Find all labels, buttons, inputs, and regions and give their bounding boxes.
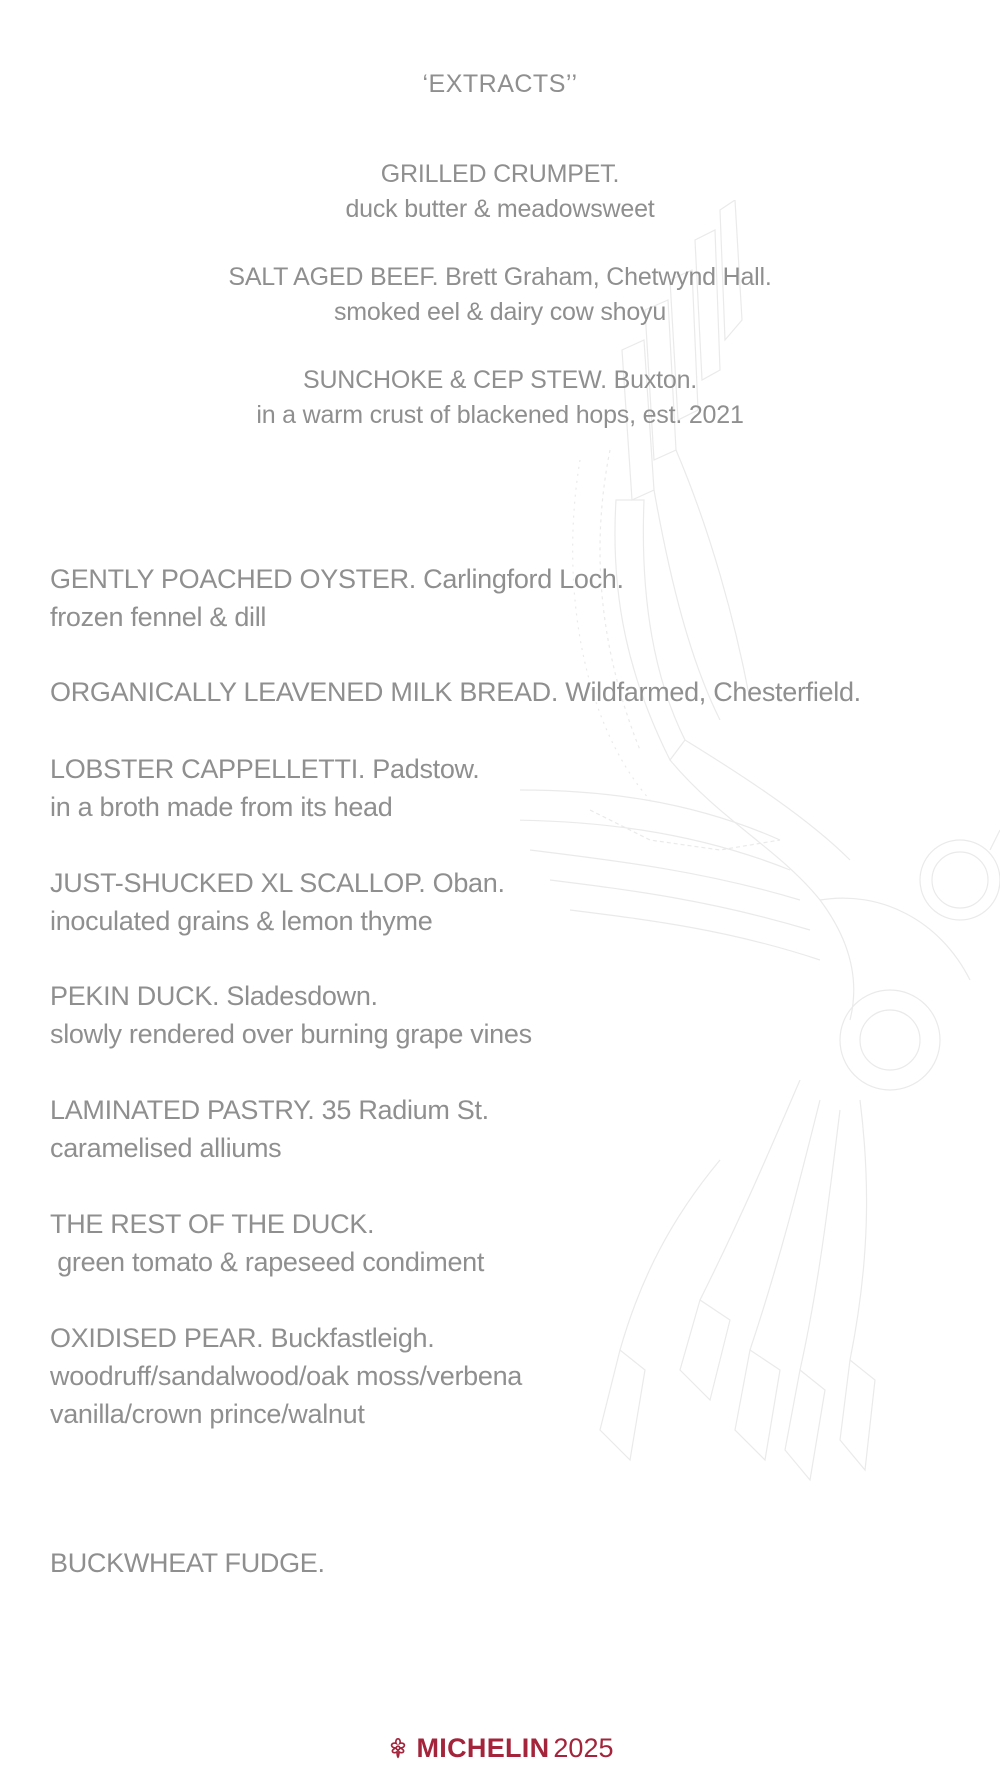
course-item: [50, 1205, 484, 1281]
course-item: [50, 864, 505, 940]
extract-detail: duck butter & meadowsweet: [345, 195, 655, 223]
petit-four-name: BUCKWHEAT FUDGE.: [50, 1548, 325, 1578]
extract-name: SUNCHOKE & CEP STEW. Buxton.: [302, 366, 698, 394]
michelin-star-icon: [387, 1737, 409, 1759]
course-detail: in a broth made from its head: [50, 792, 393, 822]
course-name: LOBSTER CAPPELLETTI. Padstow.: [50, 754, 480, 784]
extract-item: [0, 363, 1000, 433]
course-name: ORGANICALLY LEAVENED MILK BREAD. Wildfarmed, Chesterfield.: [50, 677, 861, 707]
extract-detail: in a warm crust of blackened hops, est. 2021: [256, 401, 744, 429]
extract-item: [0, 157, 1000, 227]
course-name: JUST-SHUCKED XL SCALLOP. Oban.: [50, 868, 505, 898]
course-detail: green tomato & rapeseed condiment: [50, 1247, 485, 1277]
michelin-year: 2025: [553, 1733, 614, 1763]
course-detail: inoculated grains & lemon thyme: [50, 906, 433, 936]
course-item: [50, 1319, 522, 1433]
extract-detail: smoked eel & dairy cow shoyu: [333, 298, 667, 326]
extract-name: GRILLED CRUMPET.: [380, 160, 620, 188]
course-detail: slowly rendered over burning grape vines: [50, 1019, 532, 1049]
menu-title: ‘EXTRACTS’’: [422, 70, 578, 98]
course-detail: vanilla/crown prince/walnut: [50, 1399, 365, 1429]
course-name: THE REST OF THE DUCK.: [50, 1209, 375, 1239]
course-detail: caramelised alliums: [50, 1133, 282, 1163]
petit-four: [50, 1544, 325, 1582]
course-item: [50, 750, 479, 826]
course-detail: frozen fennel & dill: [50, 602, 267, 632]
course-item: [50, 673, 861, 711]
course-name: GENTLY POACHED OYSTER. Carlingford Loch.: [50, 564, 624, 594]
michelin-brand: MICHELIN: [416, 1733, 550, 1763]
course-item: [50, 1091, 489, 1167]
course-name: OXIDISED PEAR. Buckfastleigh.: [50, 1323, 435, 1353]
extract-name: SALT AGED BEEF. Brett Graham, Chetwynd Hall.: [228, 263, 772, 291]
extract-item: [0, 260, 1000, 330]
course-item: [50, 977, 532, 1053]
michelin-footer: [0, 1728, 1000, 1768]
course-name: PEKIN DUCK. Sladesdown.: [50, 981, 378, 1011]
course-item: [50, 560, 624, 636]
course-name: LAMINATED PASTRY. 35 Radium St.: [50, 1095, 489, 1125]
course-detail: woodruff/sandalwood/oak moss/verbena: [50, 1361, 522, 1391]
